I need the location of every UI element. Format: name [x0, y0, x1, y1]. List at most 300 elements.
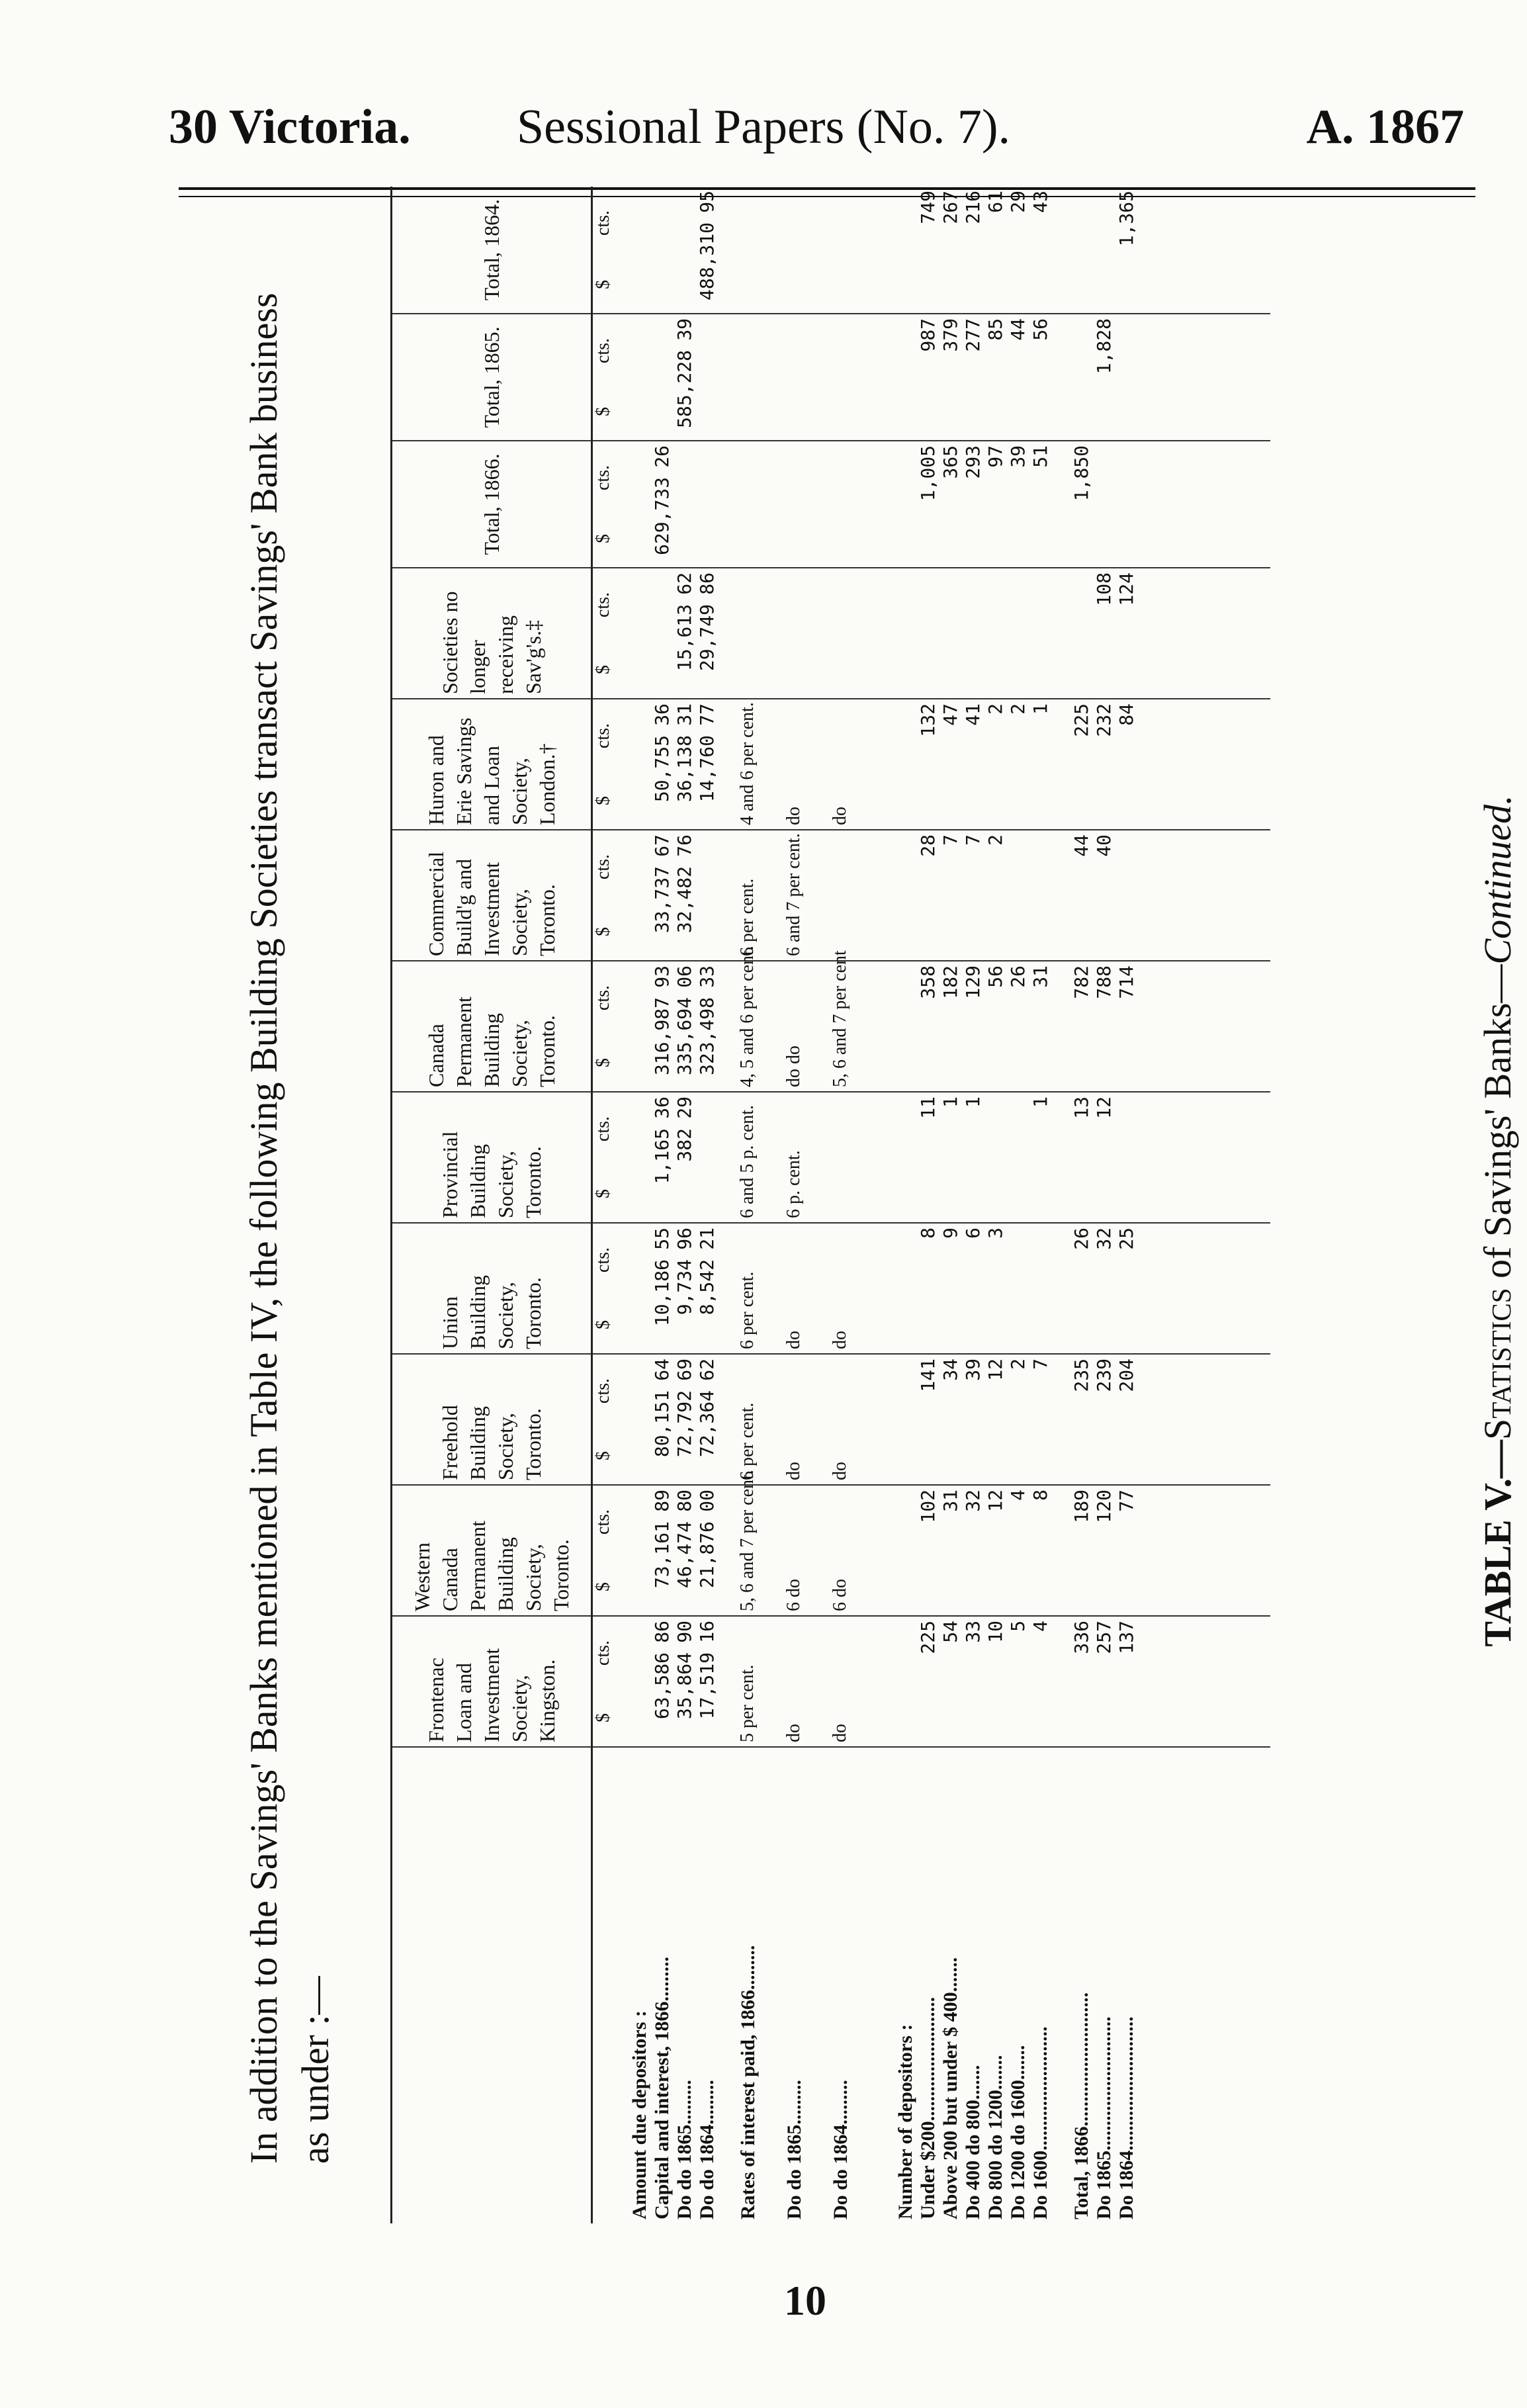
dollars-value: 46,474	[674, 1521, 695, 1589]
rate-cell: do	[830, 1616, 876, 1747]
amount-cell	[651, 699, 674, 830]
total-cell	[1070, 568, 1093, 699]
cents-value: 86	[651, 1621, 673, 1643]
cents-value: 16	[696, 1621, 718, 1643]
spacer-cell	[1052, 441, 1070, 568]
depositor-cell: 102	[917, 1485, 939, 1616]
table-caption	[1475, 218, 1520, 2223]
cents-value: 95	[696, 191, 718, 213]
amount-cell	[696, 314, 719, 441]
units-cell	[592, 699, 629, 830]
cents-value: 86	[696, 572, 718, 595]
amount-cell	[696, 1092, 719, 1223]
depositor-cell	[1029, 568, 1052, 699]
total-cell: 714	[1115, 961, 1138, 1092]
empty-cell	[894, 1092, 917, 1223]
depositor-cell: 29	[1007, 187, 1029, 314]
total-cell	[1115, 830, 1138, 961]
empty-cell	[629, 1223, 651, 1354]
column-header: Union Building Society, Toronto.	[392, 1223, 592, 1354]
amount-cell	[696, 699, 719, 830]
dollars-value: 72,792	[674, 1390, 695, 1458]
spacer-cell	[876, 1485, 894, 1616]
dollars-value: 80,151	[651, 1390, 673, 1458]
empty-cell	[894, 441, 917, 568]
units-cell	[592, 1616, 629, 1747]
amount-row	[696, 187, 719, 2223]
empty-cell	[629, 1485, 651, 1616]
cents-value: 89	[651, 1490, 673, 1512]
total-cell: 239	[1093, 1354, 1115, 1485]
rate-cell	[783, 187, 830, 314]
total-cell: 788	[1093, 961, 1115, 1092]
empty-cell	[629, 830, 651, 961]
total-cell: 26	[1070, 1223, 1093, 1354]
depositor-row	[917, 187, 939, 2223]
spacer-cell	[1138, 1616, 1270, 1747]
depositor-cell: 293	[962, 441, 984, 568]
dollar-unit: $	[593, 1451, 613, 1460]
cents-unit: cts.	[593, 854, 613, 880]
row-label: Do 800 do 1200.......	[984, 2055, 1006, 2219]
header-right: A. 1867	[1306, 100, 1464, 154]
depositor-cell: 32	[962, 1485, 984, 1616]
depositor-cell: 11	[917, 1092, 939, 1223]
depositor-cell: 51	[1029, 441, 1052, 568]
total-cell: 44	[1070, 830, 1093, 961]
spacer-cell	[1138, 699, 1270, 830]
total-cell: 32	[1093, 1223, 1115, 1354]
total-cell: 137	[1115, 1616, 1138, 1747]
cents-value: 36	[651, 1096, 673, 1119]
spacer-cell	[1138, 441, 1270, 568]
rate-cell: 6 per cent.	[737, 830, 783, 961]
spacer-cell	[1052, 699, 1070, 830]
units-cell	[592, 187, 629, 314]
amount-cell	[696, 568, 719, 699]
spacer-cell	[876, 961, 894, 1092]
units-stub	[592, 1747, 629, 2223]
spacer-cell	[1052, 187, 1070, 314]
amount-cell	[696, 830, 719, 961]
total-cell	[1070, 314, 1093, 441]
row-label: Do do 1864.........	[696, 2080, 718, 2219]
units-cell	[592, 830, 629, 961]
spacer-cell	[1052, 1616, 1070, 1747]
units-cell	[592, 1485, 629, 1616]
cents-unit: cts.	[593, 1509, 613, 1535]
amount-cell	[674, 699, 696, 830]
total-cell: 12	[1093, 1092, 1115, 1223]
spacer-cell	[719, 830, 737, 961]
depositor-row	[939, 187, 962, 2223]
dollars-value: 14,760	[696, 735, 718, 803]
dollar-unit: $	[593, 1189, 613, 1198]
rate-cell	[830, 1092, 876, 1223]
units-cell	[592, 961, 629, 1092]
rate-cell	[830, 441, 876, 568]
depositor-cell: 4	[1007, 1485, 1029, 1616]
total-cell: 25	[1115, 1223, 1138, 1354]
spacer-row	[719, 187, 737, 2223]
rate-cell: 6 and 7 per cent.	[783, 830, 830, 961]
rate-cell: 4 and 6 per cent.	[737, 699, 783, 830]
depositor-cell: 7	[962, 830, 984, 961]
dollars-value: 488,310	[696, 222, 718, 301]
empty-cell	[629, 568, 651, 699]
amount-cell	[674, 961, 696, 1092]
amount-cell	[696, 961, 719, 1092]
dollars-value: 1,165	[651, 1128, 673, 1184]
depositor-cell: 10	[984, 1616, 1007, 1747]
dollar-unit: $	[593, 280, 613, 289]
depositor-cell: 54	[939, 1616, 962, 1747]
spacer-cell	[876, 314, 894, 441]
depositor-cell: 7	[1029, 1354, 1052, 1485]
spacer-cell	[876, 1092, 894, 1223]
spacer-cell	[1138, 1092, 1270, 1223]
depositor-cell: 4	[1029, 1616, 1052, 1747]
depositor-cell: 9	[939, 1223, 962, 1354]
empty-cell	[629, 441, 651, 568]
depositor-cell: 39	[962, 1354, 984, 1485]
cents-unit: cts.	[593, 1378, 613, 1404]
amount-cell	[651, 568, 674, 699]
dollars-value: 335,694	[674, 997, 695, 1076]
rate-cell	[737, 441, 783, 568]
spacer-cell	[1138, 314, 1270, 441]
spacer-cell	[719, 314, 737, 441]
rate-cell: 6 per cent.	[737, 1223, 783, 1354]
spacer-cell	[876, 187, 894, 314]
cents-value: 90	[674, 1621, 695, 1643]
column-header: Western Canada Permanent Building Society, Toronto.	[392, 1485, 592, 1616]
section-heading: Number of depositors :	[894, 2024, 916, 2219]
depositor-cell	[984, 1092, 1007, 1223]
column-header-row	[392, 187, 592, 2223]
column-header: Total, 1864.	[392, 187, 592, 314]
total-cell: 1,850	[1070, 441, 1093, 568]
row-label: Do 1200 do 1600.......	[1007, 2045, 1029, 2219]
units-cell	[592, 314, 629, 441]
empty-cell	[894, 1485, 917, 1616]
depositor-cell: 39	[1007, 441, 1029, 568]
depositor-cell: 8	[1029, 1485, 1052, 1616]
depositor-cell: 5	[1007, 1616, 1029, 1747]
amount-cell	[674, 1485, 696, 1616]
row-label: Do 1864...........................	[1115, 2016, 1137, 2219]
empty-cell	[629, 1616, 651, 1747]
depositor-cell: 26	[1007, 961, 1029, 1092]
caption-continued: Continued.	[1476, 795, 1519, 965]
spacer-cell	[1052, 1223, 1070, 1354]
empty-cell	[894, 830, 917, 961]
total-cell: 232	[1093, 699, 1115, 830]
section-heading-row	[894, 187, 917, 2223]
total-cell: 1,365	[1115, 187, 1138, 314]
depositor-cell: 267	[939, 187, 962, 314]
amount-cell	[696, 1354, 719, 1485]
depositor-cell	[1029, 830, 1052, 961]
row-label: Above 200 but under $ 400.......	[939, 1957, 961, 2219]
empty-cell	[894, 1616, 917, 1747]
depositor-cell: 56	[984, 961, 1007, 1092]
rate-row	[737, 187, 783, 2223]
spacer-cell	[876, 441, 894, 568]
spacer-cell	[1138, 830, 1270, 961]
total-cell: 1,828	[1093, 314, 1115, 441]
depositor-cell	[1007, 830, 1029, 961]
total-cell: 336	[1070, 1616, 1093, 1747]
depositor-cell: 216	[962, 187, 984, 314]
units-row	[592, 187, 629, 2223]
depositor-cell: 44	[1007, 314, 1029, 441]
depositor-cell: 47	[939, 699, 962, 830]
spacer-cell	[1138, 1747, 1270, 2223]
amount-cell	[651, 961, 674, 1092]
spacer-cell	[719, 699, 737, 830]
total-cell	[1070, 187, 1093, 314]
row-label: Rates of interest paid, 1866.........	[737, 1945, 759, 2219]
spacer-cell	[1138, 568, 1270, 699]
rate-cell: 6 and 5 p. cent.	[737, 1092, 783, 1223]
cents-value: 31	[674, 703, 695, 726]
spacer-cell	[719, 441, 737, 568]
total-cell: 84	[1115, 699, 1138, 830]
depositor-cell: 1,005	[917, 441, 939, 568]
column-header: Total, 1865.	[392, 314, 592, 441]
spacer-cell	[1138, 961, 1270, 1092]
depositor-cell: 1	[962, 1092, 984, 1223]
depositor-cell	[1007, 568, 1029, 699]
rate-cell	[830, 830, 876, 961]
cents-unit: cts.	[593, 592, 613, 618]
dollar-unit: $	[593, 1320, 613, 1329]
caption-title: TABLE V.—	[1476, 1439, 1519, 1647]
rate-cell: 5, 6 and 7 per cent	[830, 961, 876, 1092]
depositor-cell: 141	[917, 1354, 939, 1485]
cents-unit: cts.	[593, 985, 613, 1011]
depositor-cell: 6	[962, 1223, 984, 1354]
total-cell: 13	[1070, 1092, 1093, 1223]
spacer-cell	[1052, 1747, 1070, 2223]
depositor-cell	[962, 568, 984, 699]
amount-cell	[651, 1092, 674, 1223]
empty-cell	[629, 961, 651, 1092]
empty-cell	[629, 1354, 651, 1485]
column-header: Total, 1866.	[392, 441, 592, 568]
spacer-cell	[1052, 1354, 1070, 1485]
dollars-value: 21,876	[696, 1521, 718, 1589]
dollars-value: 17,519	[696, 1652, 718, 1720]
dollars-value: 36,138	[674, 735, 695, 803]
column-header: Commercial Build'g and Investment Society, Toronto.	[392, 830, 592, 961]
dollars-value: 63,586	[651, 1652, 673, 1720]
rate-cell: 4, 5 and 6 per cent.	[737, 961, 783, 1092]
depositor-cell	[984, 568, 1007, 699]
spacer-cell	[876, 1747, 894, 2223]
caption-statistics: Statistics	[1476, 1288, 1519, 1440]
spacer-cell	[1052, 961, 1070, 1092]
depositor-cell	[917, 568, 939, 699]
dollars-value: 382	[674, 1128, 695, 1162]
amount-cell	[674, 568, 696, 699]
dollars-value: 73,161	[651, 1521, 673, 1589]
empty-cell	[629, 1092, 651, 1223]
total-cell: 189	[1070, 1485, 1093, 1616]
dollars-value: 629,733	[651, 477, 673, 556]
depositor-cell	[1029, 1223, 1052, 1354]
spacer-row	[1138, 187, 1270, 2223]
cents-value: 33	[696, 965, 718, 988]
rate-cell: do do	[783, 961, 830, 1092]
cents-value: 67	[651, 834, 673, 857]
empty-cell	[894, 187, 917, 314]
depositor-cell: 379	[939, 314, 962, 441]
total-cell: 40	[1093, 830, 1115, 961]
depositor-cell: 1	[939, 1092, 962, 1223]
cents-value: 62	[696, 1359, 718, 1381]
page-number: 10	[784, 2277, 826, 2324]
amount-row	[674, 187, 696, 2223]
spacer-cell	[719, 1485, 737, 1616]
depositor-cell: 182	[939, 961, 962, 1092]
depositor-cell: 97	[984, 441, 1007, 568]
section-heading: Amount due depositors :	[629, 2010, 650, 2219]
rate-cell: 6 per cent.	[737, 1354, 783, 1485]
rate-cell: do	[830, 1223, 876, 1354]
row-label: Do do 1865.........	[783, 2080, 805, 2219]
row-label: Capital and interest, 1866.........	[651, 1957, 673, 2219]
spacer-cell	[876, 568, 894, 699]
amount-cell	[651, 314, 674, 441]
rate-cell: do	[830, 699, 876, 830]
rate-cell	[783, 568, 830, 699]
units-cell	[592, 441, 629, 568]
depositor-cell: 28	[917, 830, 939, 961]
dollar-unit: $	[593, 927, 613, 936]
depositor-cell: 2	[1007, 699, 1029, 830]
spacer-cell	[719, 1223, 737, 1354]
row-label: Do 400 do 800.......	[962, 2065, 984, 2219]
cents-value: 93	[651, 965, 673, 988]
dollars-value: 10,186	[651, 1259, 673, 1327]
depositor-cell: 8	[917, 1223, 939, 1354]
rate-cell: 5, 6 and 7 per cent.	[737, 1485, 783, 1616]
dollars-value: 323,498	[696, 997, 718, 1076]
units-cell	[592, 1223, 629, 1354]
total-cell: 204	[1115, 1354, 1138, 1485]
empty-cell	[629, 314, 651, 441]
rate-cell: 6 p. cent.	[783, 1092, 830, 1223]
amount-cell	[674, 187, 696, 314]
depositor-cell: 365	[939, 441, 962, 568]
amount-cell	[674, 1354, 696, 1485]
depositor-row	[962, 187, 984, 2223]
rate-cell: do	[783, 699, 830, 830]
total-cell: 235	[1070, 1354, 1093, 1485]
spacer-cell	[876, 1616, 894, 1747]
spacer-cell	[876, 830, 894, 961]
depositor-cell: 749	[917, 187, 939, 314]
spacer-cell	[1052, 314, 1070, 441]
depositor-cell: 61	[984, 187, 1007, 314]
depositor-cell: 358	[917, 961, 939, 1092]
rate-cell: do	[783, 1223, 830, 1354]
amount-cell	[651, 187, 674, 314]
cents-unit: cts.	[593, 1247, 613, 1273]
cents-unit: cts.	[593, 465, 613, 491]
dollars-value: 33,737	[651, 866, 673, 934]
total-cell: 120	[1093, 1485, 1115, 1616]
units-cell	[592, 1354, 629, 1485]
amount-cell	[674, 441, 696, 568]
dollar-unit: $	[593, 1713, 613, 1722]
dollars-value: 29,749	[696, 604, 718, 672]
rate-cell	[783, 314, 830, 441]
total-row	[1093, 187, 1115, 2223]
amount-cell	[674, 1223, 696, 1354]
statistics-table	[390, 187, 1270, 2223]
amount-cell	[651, 1223, 674, 1354]
depositor-cell: 225	[917, 1616, 939, 1747]
row-label: Do do 1864.........	[830, 2080, 851, 2219]
dollar-unit: $	[593, 1058, 613, 1067]
depositor-cell: 2	[984, 830, 1007, 961]
depositor-row	[1007, 187, 1029, 2223]
empty-cell	[894, 314, 917, 441]
dollars-value: 35,864	[674, 1652, 695, 1720]
depositor-cell: 7	[939, 830, 962, 961]
units-cell	[592, 568, 629, 699]
rate-cell	[830, 314, 876, 441]
amount-cell	[696, 1616, 719, 1747]
spacer-cell	[1052, 568, 1070, 699]
rate-cell: 6 do	[830, 1485, 876, 1616]
spacer-cell	[719, 568, 737, 699]
depositor-cell	[1007, 1223, 1029, 1354]
column-header: Canada Permanent Building Society, Toronto.	[392, 961, 592, 1092]
dollars-value: 15,613	[674, 604, 695, 672]
column-header: Huron and Erie Savings and Loan Society, London.†	[392, 699, 592, 830]
depositor-cell: 277	[962, 314, 984, 441]
rate-cell	[737, 314, 783, 441]
depositor-cell: 41	[962, 699, 984, 830]
spacer-cell	[1138, 1485, 1270, 1616]
total-cell: 257	[1093, 1616, 1115, 1747]
empty-cell	[894, 699, 917, 830]
dollars-value: 50,755	[651, 735, 673, 803]
cents-value: 36	[651, 703, 673, 726]
header-center: Sessional Papers (No. 7).	[516, 100, 1011, 154]
dollar-unit: $	[593, 1582, 613, 1591]
cents-value: 39	[674, 318, 695, 341]
amount-cell	[674, 1616, 696, 1747]
depositor-cell: 34	[939, 1354, 962, 1485]
total-cell: 124	[1115, 568, 1138, 699]
depositor-cell: 987	[917, 314, 939, 441]
spacer-cell	[719, 187, 737, 314]
cents-value: 06	[674, 965, 695, 988]
dollar-unit: $	[593, 407, 613, 416]
cents-value: 96	[674, 1227, 695, 1250]
rate-cell	[830, 568, 876, 699]
dollar-unit: $	[593, 796, 613, 805]
rate-cell: 6 do	[783, 1485, 830, 1616]
column-header: Freehold Building Society, Toronto.	[392, 1354, 592, 1485]
units-cell	[592, 1092, 629, 1223]
rate-row	[783, 187, 830, 2223]
